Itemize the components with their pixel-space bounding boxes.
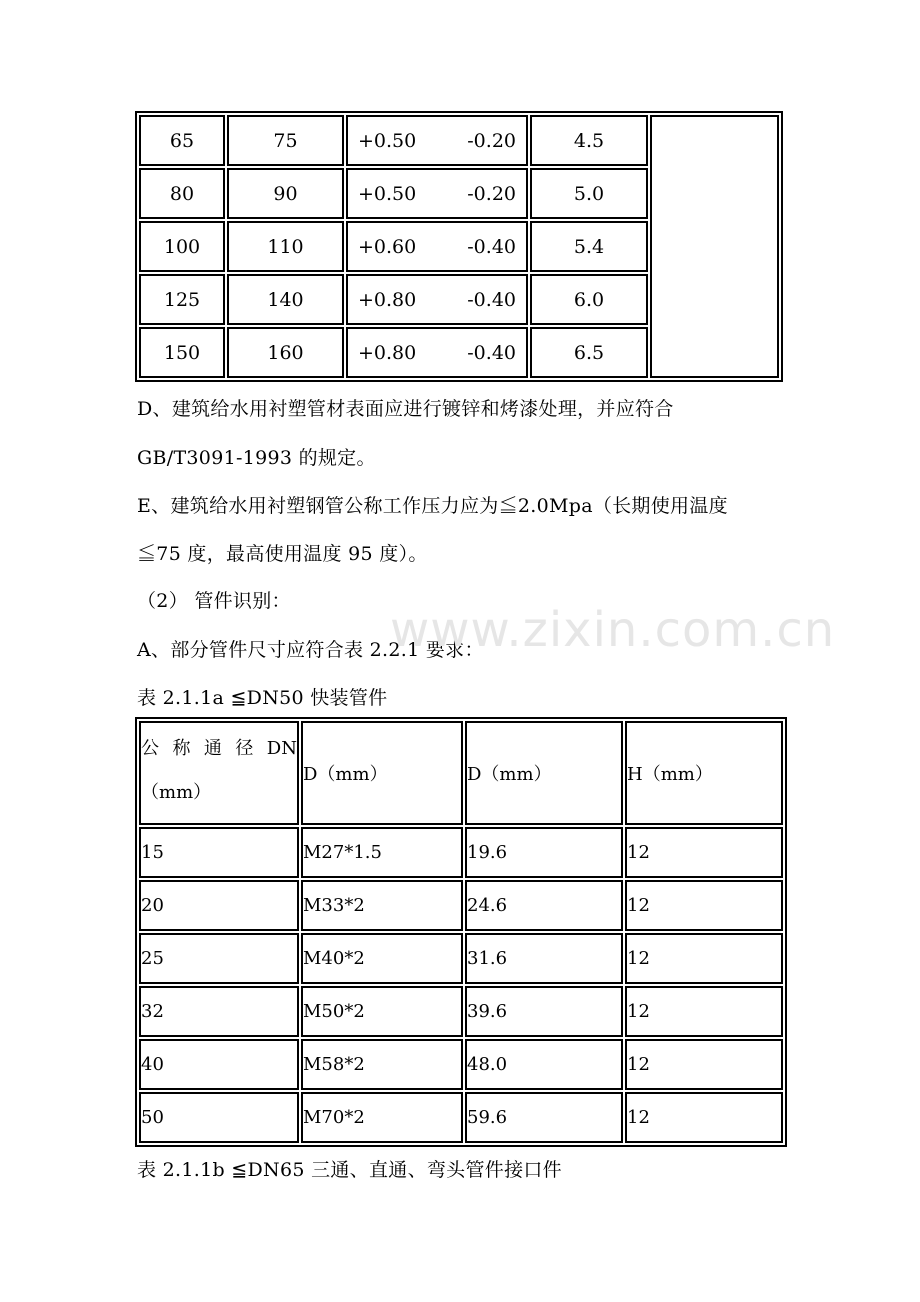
paragraph-e-line1: E、建筑给水用衬塑钢管公称工作压力应为≦2.0Mpa（长期使用温度 — [137, 495, 728, 517]
table-row — [139, 1039, 783, 1090]
od-cell: 160 — [227, 327, 344, 378]
header-thread-d: D（mm） — [301, 721, 463, 825]
tolerance-cell — [346, 327, 528, 378]
tolerance-minus: -0.20 — [467, 129, 516, 152]
dn-cell: 80 — [139, 168, 225, 219]
h-cell: 12 — [625, 1039, 783, 1090]
wall-cell: 6.5 — [530, 327, 648, 378]
paragraph-e-line2: ≦75 度，最高使用温度 95 度）。 — [137, 543, 428, 565]
watermark: www.zixin.com.cn — [390, 602, 836, 658]
dn-cell: 150 — [139, 327, 225, 378]
table-row — [139, 1092, 783, 1143]
od-cell: 75 — [227, 115, 344, 166]
header-inner-d: D（mm） — [465, 721, 623, 825]
table-row — [139, 827, 783, 878]
dn-cell: 40 — [139, 1039, 299, 1090]
thread-cell: M70*2 — [301, 1092, 463, 1143]
dn-cell: 125 — [139, 274, 225, 325]
h-cell: 12 — [625, 1092, 783, 1143]
wall-cell: 5.4 — [530, 221, 648, 272]
d-cell: 59.6 — [465, 1092, 623, 1143]
d-cell: 31.6 — [465, 933, 623, 984]
h-cell: 12 — [625, 880, 783, 931]
merged-blank-cell — [650, 115, 779, 378]
table-row — [139, 880, 783, 931]
d-cell: 24.6 — [465, 880, 623, 931]
tolerance-cell — [346, 274, 528, 325]
pipe-spec-table — [135, 111, 783, 382]
tolerance-minus: -0.20 — [467, 182, 516, 205]
tolerance-cell — [346, 221, 528, 272]
h-cell: 12 — [625, 827, 783, 878]
d-cell: 48.0 — [465, 1039, 623, 1090]
dn-cell: 100 — [139, 221, 225, 272]
thread-cell: M27*1.5 — [301, 827, 463, 878]
h-cell: 12 — [625, 986, 783, 1037]
table-row — [139, 115, 779, 166]
thread-cell: M33*2 — [301, 880, 463, 931]
tolerance-plus: +0.80 — [358, 341, 417, 364]
od-cell: 90 — [227, 168, 344, 219]
od-cell: 110 — [227, 221, 344, 272]
table-caption-2-1-1a: 表 2.1.1a ≦DN50 快装管件 — [137, 687, 388, 709]
thread-cell: M58*2 — [301, 1039, 463, 1090]
tolerance-cell — [346, 168, 528, 219]
tolerance-plus: +0.80 — [358, 288, 417, 311]
table-header-row — [139, 721, 783, 825]
wall-cell: 4.5 — [530, 115, 648, 166]
paragraph-a: A、部分管件尺寸应符合表 2.2.1 要求： — [137, 639, 484, 661]
tolerance-plus: +0.50 — [358, 182, 417, 205]
tolerance-minus: -0.40 — [467, 341, 516, 364]
thread-cell: M50*2 — [301, 986, 463, 1037]
dn-cell: 20 — [139, 880, 299, 931]
wall-cell: 6.0 — [530, 274, 648, 325]
table-row — [139, 986, 783, 1037]
od-cell: 140 — [227, 274, 344, 325]
header-nominal-diameter: 公 称 通 径 DN（mm） — [139, 721, 299, 825]
tolerance-minus: -0.40 — [467, 235, 516, 258]
wall-cell: 5.0 — [530, 168, 648, 219]
paragraph-d-line1: D、建筑给水用衬塑管材表面应进行镀锌和烤漆处理，并应符合 — [137, 398, 674, 420]
table-row — [139, 933, 783, 984]
quick-fitting-table — [135, 717, 787, 1147]
dn-cell: 50 — [139, 1092, 299, 1143]
header-h: H（mm） — [625, 721, 783, 825]
section-heading-fittings: （2） 管件识别： — [137, 590, 291, 612]
paragraph-d-line2: GB/T3091-1993 的规定。 — [137, 447, 376, 469]
h-cell: 12 — [625, 933, 783, 984]
tolerance-plus: +0.50 — [358, 129, 417, 152]
d-cell: 19.6 — [465, 827, 623, 878]
thread-cell: M40*2 — [301, 933, 463, 984]
dn-cell: 15 — [139, 827, 299, 878]
dn-cell: 32 — [139, 986, 299, 1037]
dn-cell: 25 — [139, 933, 299, 984]
tolerance-minus: -0.40 — [467, 288, 516, 311]
tolerance-cell — [346, 115, 528, 166]
d-cell: 39.6 — [465, 986, 623, 1037]
dn-cell: 65 — [139, 115, 225, 166]
table-caption-2-1-1b: 表 2.1.1b ≦DN65 三通、直通、弯头管件接口件 — [137, 1159, 562, 1181]
tolerance-plus: +0.60 — [358, 235, 417, 258]
